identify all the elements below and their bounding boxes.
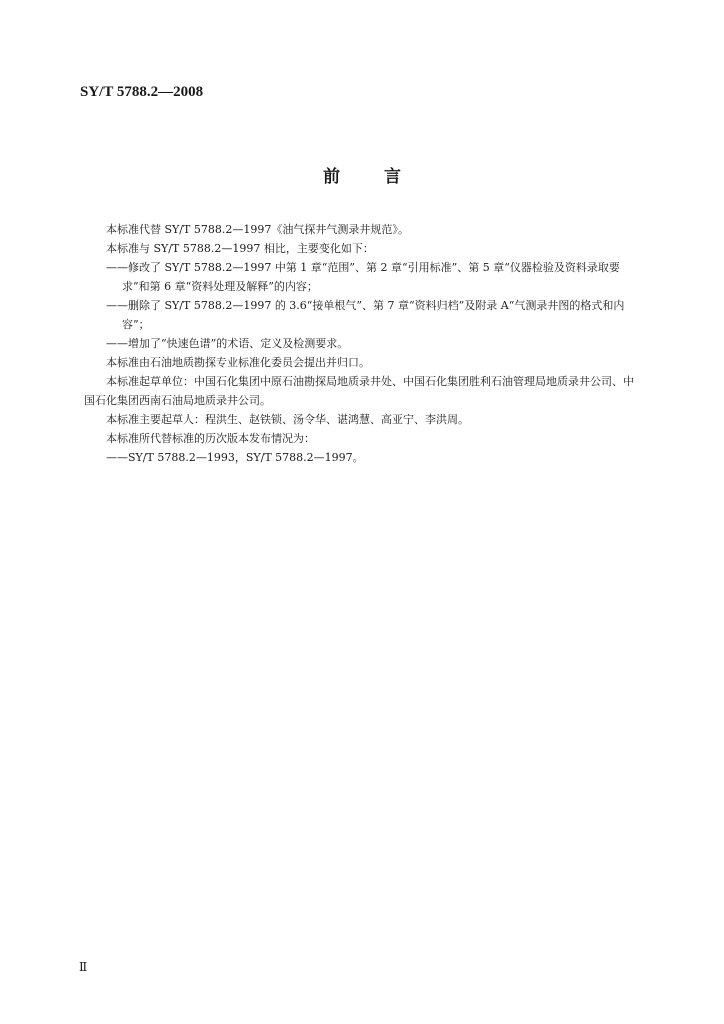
standard-number: SY/T 5788.2—2008 [80,84,204,100]
foreword-body [84,220,644,467]
paragraph-proposed-by: 本标准由石油地质勘探专业标准化委员会提出并归口。 [106,356,370,369]
title-part-2: 言 [384,167,401,187]
paragraph-replaces: 本标准代替 SY/T 5788.2—1997《油气探井气测录井规范》。 [106,223,409,236]
list-item-added: ——增加了“快速色谱”的术语、定义及检测要求。 [106,337,349,350]
title-part-1: 前 [323,167,340,187]
list-item-deleted: ——删除了 SY/T 5788.2—1997 的 3.6“接单根气”、第 7 章“资料归档”及附录 A“气测录井图的格式和内容”； [106,299,625,331]
paragraph-drafting-units: 本标准起草单位：中国石化集团中原石油勘探局地质录井处、中国石化集团胜利石油管理局地质录井公司、中国石化集团西南石油局地质录井公司。 [84,375,634,407]
list-item-history: ——SY/T 5788.2—1993，SY/T 5788.2—1997。 [106,451,364,464]
page-number: Ⅱ [79,960,88,974]
paragraph-changes-intro: 本标准与 SY/T 5788.2—1997 相比，主要变化如下： [106,242,374,255]
page-title [0,162,724,187]
paragraph-history-intro: 本标准所代替标准的历次版本发布情况为： [106,432,315,445]
paragraph-drafters: 本标准主要起草人：程洪生、赵铁锁、汤令华、谌鸿慧、高亚宁、李洪周。 [106,413,469,426]
list-item-modified: ——修改了 SY/T 5788.2—1997 中第 1 章“范围”、第 2 章“引用标准”、第 5 章“仪器检验及资料录取要求”和第 6 章“资料处理及解释”的内容； [106,261,620,293]
